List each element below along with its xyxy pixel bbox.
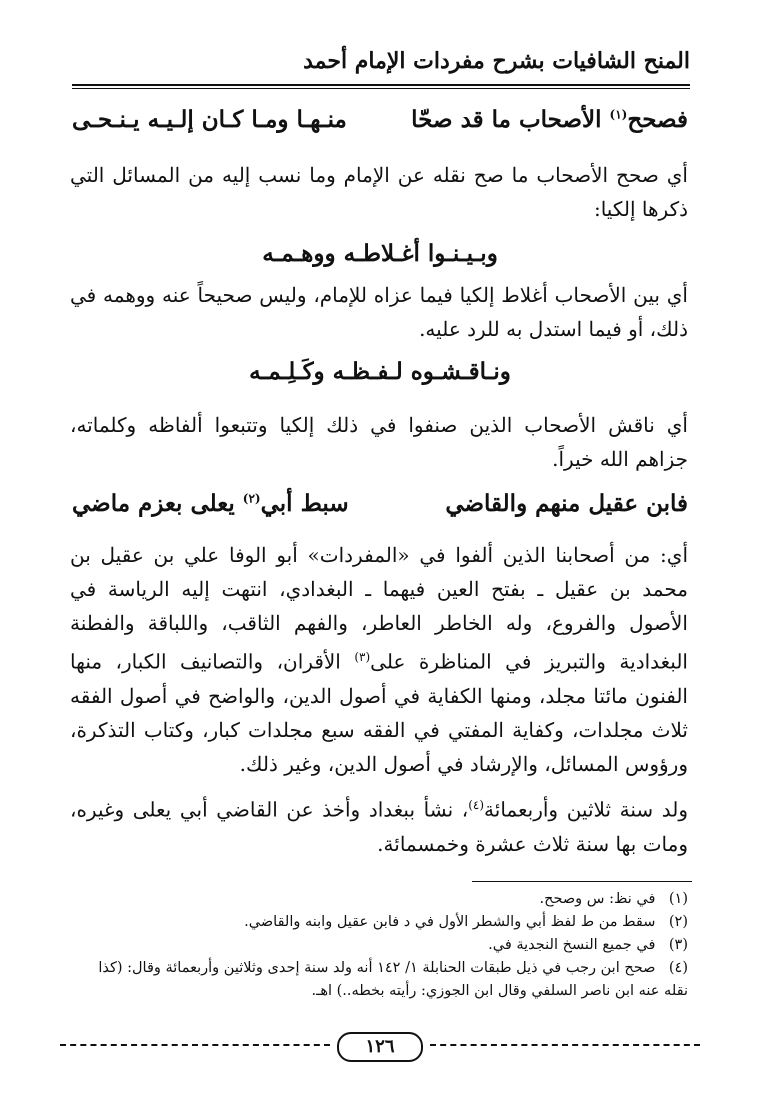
footnote-item (72, 888, 688, 911)
footnote-number: (١) (668, 891, 688, 907)
verse-3-text: ونـاقـشـوه لـفـظـه وكَـلِـمـه (249, 358, 511, 385)
page-number-ornament (60, 1032, 700, 1062)
verse-1 (72, 106, 688, 133)
footnote-number: (٤) (668, 960, 688, 976)
footnote-ref-2[interactable]: (٢) (242, 491, 261, 506)
footnote-separator (472, 881, 692, 882)
header-rule-thin (72, 88, 690, 89)
footnote-item (72, 957, 688, 1003)
verse-2-text: وبـيـنـوا أغـلاطـه ووهـمـه (262, 240, 498, 267)
footnote-ref-1[interactable]: (١) (609, 107, 628, 122)
footnote-text: صحح ابن رجب في ذيل طبقات الحنابلة ١/ ١٤٢ أنه ولد سنة إحدى وثلاثين وأربعمائة وقال: (كذا نقله عنه ابن ناصر السلفي وقال ابن الجوزي: رأيته بخطه..) اهـ. (98, 960, 688, 999)
footnote-text: في جميع النسخ النجدية في. (488, 937, 656, 953)
footnotes-list (72, 888, 688, 1003)
page-number: ١٢٦ (337, 1032, 423, 1062)
ornament-dashes-right (430, 1044, 700, 1046)
footnote-item (72, 934, 688, 957)
verse-4-pre: سبط أبي (260, 490, 349, 517)
verse-1-word: فصحح (627, 106, 688, 133)
commentary-paragraph-4 (70, 538, 688, 781)
paragraph-5-part-a: ولد سنة ثلاثين وأربعمائة (484, 797, 688, 822)
verse-4-second-hemistich (72, 490, 349, 517)
verse-2 (72, 240, 688, 267)
footnote-text: في نظ: س وصحح. (539, 891, 656, 907)
running-header: المنح الشافيات بشرح مفردات الإمام أحمد (303, 48, 690, 74)
verse-1-second-hemistich: منـهـا ومـا كـان إلـيـه يـنـحـى (72, 106, 347, 133)
footnote-number: (٣) (668, 937, 688, 953)
commentary-paragraph-2: أي بين الأصحاب أغلاط إلكيا فيما عزاه للإمام، وليس صحيحاً عنه ووهمه في ذلك، أو فيما استدل به للرد عليه. (70, 283, 688, 341)
commentary-paragraph-5 (70, 788, 688, 861)
verse-1-first-hemistich (411, 106, 688, 133)
verse-3 (72, 358, 688, 385)
paragraph-4-part-a: أي: من أصحابنا الذين ألفوا في «المفردات» أبو الوفا علي بن عقيل بن محمد بن عقيل ـ بفتح العين فيهما ـ البغدادي، انتهت إليه الرياسة في الأصول والفروع، وله الخاطر العاطر، والفهم الثاقب، واللباقة والفطنة البغدادية والتبريز في المناظرة على (70, 543, 688, 674)
verse-1-rest: الأصحاب ما قد صحّا (411, 106, 610, 133)
paragraph-5-part-b: ، نشأ ببغداد وأخذ عن القاضي أبي يعلى وغيره، ومات بها سنة ثلاث عشرة وخمسمائة. (70, 797, 688, 856)
header-rule-thick (72, 84, 690, 86)
verse-4-post: يعلى بعزم ماضي (72, 490, 243, 517)
paragraph-4-part-b: الأقران، والتصانيف الكبار، منها الفنون مائتا مجلد، ومنها الكفاية في أصول الدين، والواضح في أصول الفقه ثلاث مجلدات، وكفاية المفتي في الفقه سبع مجلدات كبار، وكتاب التذكرة، ورؤوس المسائل، والإرشاد في أصول الدين، وغير ذلك. (70, 649, 688, 776)
verse-4-first-hemistich: فابن عقيل منهم والقاضي (445, 490, 688, 517)
ornament-dashes-left (60, 1044, 330, 1046)
footnote-ref-3[interactable]: (٣) (354, 650, 371, 664)
commentary-paragraph-3: أي ناقش الأصحاب الذين صنفوا في ذلك إلكيا وتتبعوا ألفاظه وكلماته، جزاهم الله خيراً. (70, 413, 688, 471)
footnote-number: (٢) (668, 914, 688, 930)
commentary-paragraph-1: أي صحح الأصحاب ما صح نقله عن الإمام وما نسب إليه من المسائل التي ذكرها إلكيا: (70, 163, 688, 221)
verse-4 (72, 490, 688, 517)
footnote-ref-4[interactable]: (٤) (468, 798, 485, 812)
footnote-item (72, 911, 688, 934)
footnote-text: سقط من ط لفظ أبي والشطر الأول في د فابن عقيل وابنه والقاضي. (244, 914, 656, 930)
